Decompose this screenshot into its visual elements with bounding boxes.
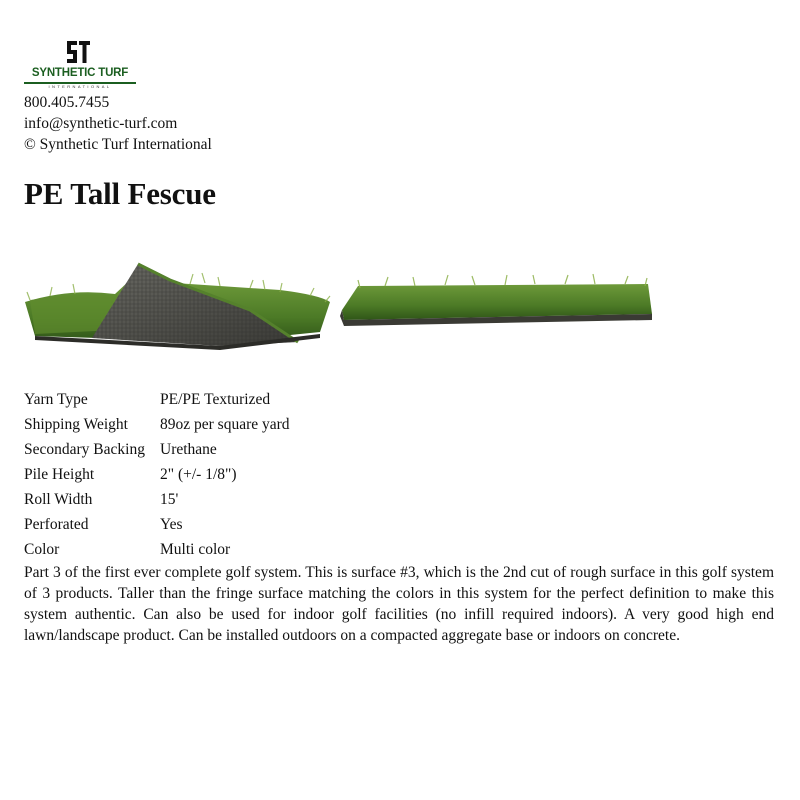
spec-value: Multi color: [160, 540, 231, 558]
email-address: info@synthetic-turf.com: [24, 115, 178, 132]
spec-label: Color: [24, 540, 60, 558]
phone-number: 800.405.7455: [24, 94, 110, 111]
st-monogram-icon: [64, 38, 92, 66]
spec-label: Secondary Backing: [24, 440, 145, 458]
turf-sample-image: [20, 250, 660, 360]
company-logo: [24, 38, 136, 88]
spec-row-secondary-backing: [24, 437, 290, 462]
spec-row-perforated: [24, 512, 290, 537]
spec-label: Yarn Type: [24, 390, 88, 408]
spec-value: 2" (+/- 1/8"): [160, 465, 237, 483]
copyright-notice: © Synthetic Turf International: [24, 136, 212, 153]
logo-wordmark: SYNTHETIC TURF: [31, 67, 129, 79]
spec-table: [24, 387, 290, 562]
spec-value: 15': [160, 490, 179, 508]
spec-value: PE/PE Texturized: [160, 390, 271, 408]
turf-sample-rolled: [25, 264, 330, 350]
spec-row-pile-height: [24, 462, 290, 487]
spec-label: Pile Height: [24, 465, 95, 483]
spec-row-yarn-type: [24, 387, 290, 412]
spec-value: Urethane: [160, 440, 217, 458]
logo-subtitle: INTERNATIONAL: [48, 84, 112, 89]
spec-label: Roll Width: [24, 490, 93, 508]
spec-row-shipping-weight: [24, 412, 290, 437]
spec-label: Perforated: [24, 515, 89, 533]
product-title: PE Tall Fescue: [24, 176, 216, 211]
spec-value: Yes: [160, 515, 183, 533]
spec-row-roll-width: [24, 487, 290, 512]
contact-block: [24, 92, 212, 155]
product-description: Part 3 of the first ever complete golf system. This is surface #3, which is the 2nd cut of rough surface in this golf system of 3 products. Taller than the fringe surface matching the colors in this system for the perfect definition to make this system authentic. Can also be used for indoor golf facilities (no infill required indoors). A very good high end lawn/landscape product. Can be installed outdoors on a compacted aggregate base or indoors on concrete.: [24, 564, 774, 644]
spec-value: 89oz per square yard: [160, 415, 290, 433]
spec-label: Shipping Weight: [24, 415, 128, 433]
spec-row-color: [24, 537, 290, 562]
turf-sample-flat: [340, 274, 652, 326]
